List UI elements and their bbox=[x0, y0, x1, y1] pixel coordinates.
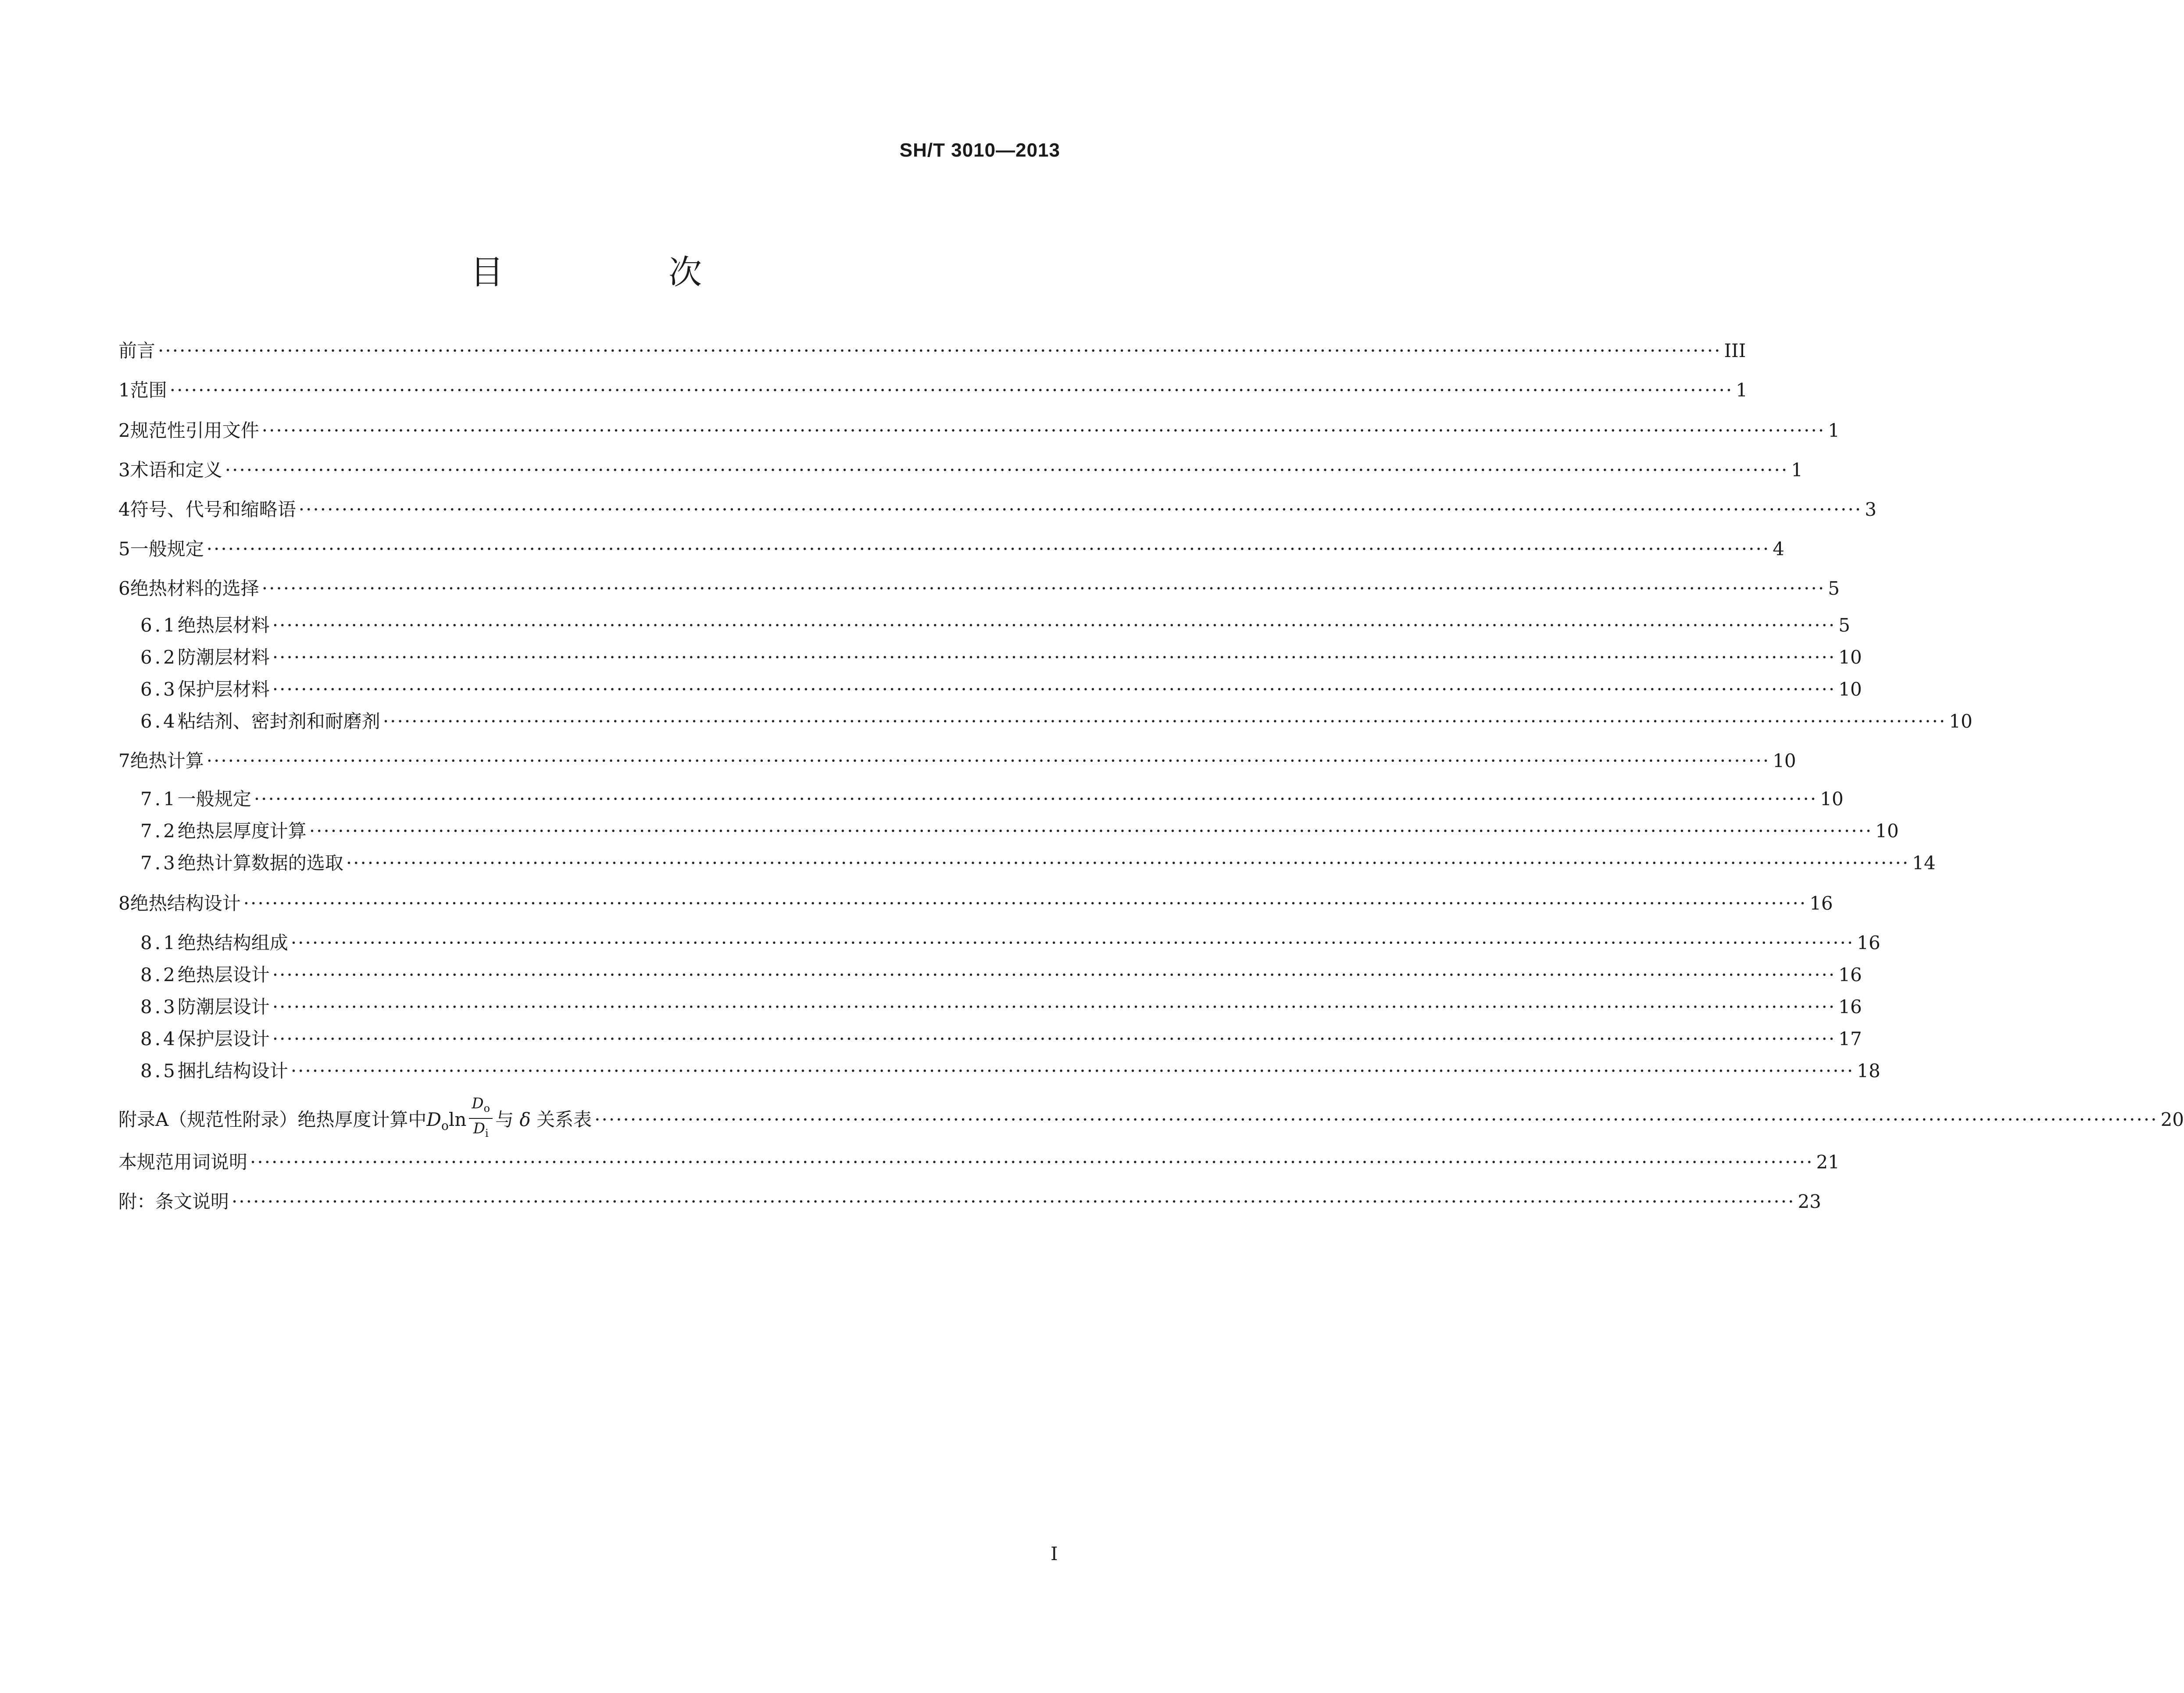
toc-number: 8.4 bbox=[140, 1028, 178, 1050]
toc-page: 5 bbox=[1838, 614, 1850, 636]
toc-leader: ·························································································································································································································· bbox=[272, 996, 1836, 1018]
toc-number: 8.5 bbox=[140, 1060, 178, 1082]
toc-page: 10 bbox=[1875, 820, 1899, 842]
page-number: I bbox=[1051, 1543, 1058, 1564]
toc-leader: ·························································································································································································································· bbox=[346, 852, 1910, 874]
toc-page: 5 bbox=[1828, 578, 1840, 599]
formula-numerator bbox=[469, 1094, 493, 1119]
toc-label: 绝热结构组成 bbox=[177, 932, 288, 954]
toc-label: 一般规定 bbox=[177, 788, 251, 810]
numerator-subscript: o bbox=[483, 1102, 490, 1114]
toc-page: III bbox=[1724, 340, 1746, 361]
formula-fraction bbox=[469, 1094, 493, 1143]
toc-entry-7[interactable] bbox=[118, 748, 1796, 774]
toc-page: 10 bbox=[1838, 679, 1862, 700]
toc-entry-1[interactable] bbox=[118, 377, 1748, 404]
toc-entry-explanation[interactable] bbox=[118, 1189, 1821, 1215]
toc-entry-8[interactable] bbox=[118, 890, 1833, 917]
toc-leader: ·························································································································································································································· bbox=[309, 820, 1873, 842]
toc-label: 绝热计算数据的选取 bbox=[177, 852, 343, 874]
toc-number: 8.2 bbox=[140, 964, 178, 986]
appendix-label-with: 与 bbox=[495, 1108, 514, 1130]
toc-leader: ·························································································································································································································· bbox=[169, 379, 1734, 401]
toc-number: 7.1 bbox=[140, 788, 178, 810]
toc-label: 绝热层材料 bbox=[177, 614, 270, 636]
toc-page: 17 bbox=[1838, 1028, 1862, 1050]
formula-d-subscript: o bbox=[441, 1118, 449, 1133]
toc-page: 3 bbox=[1865, 499, 1877, 520]
toc-leader: ·························································································································································································································· bbox=[261, 420, 1826, 441]
denominator-subscript: i bbox=[485, 1127, 489, 1139]
toc-label: 保护层材料 bbox=[177, 679, 270, 700]
toc-leader: ·························································································································································································································· bbox=[272, 1028, 1836, 1050]
formula-denominator bbox=[473, 1119, 489, 1143]
toc-label: 附：条文说明 bbox=[118, 1191, 229, 1212]
toc-page: 10 bbox=[1838, 646, 1862, 668]
standard-code: SH/T 3010—2013 bbox=[899, 139, 1060, 161]
toc-leader: ·························································································································································································································· bbox=[290, 932, 1855, 954]
toc-label: 本规范用词说明 bbox=[118, 1151, 248, 1173]
toc-leader: ·························································································································································································································· bbox=[206, 538, 1770, 560]
toc-entry-7-1[interactable] bbox=[140, 786, 1844, 812]
toc-leader: ·························································································································································································································· bbox=[250, 1151, 1814, 1173]
toc-number: 6.2 bbox=[140, 646, 178, 668]
toc-label: 一般规定 bbox=[130, 538, 204, 560]
toc-entry-6[interactable] bbox=[118, 575, 1840, 602]
toc-number: 7.2 bbox=[140, 820, 178, 842]
toc-entry-wording[interactable] bbox=[118, 1149, 1840, 1175]
toc-number: 4 bbox=[118, 499, 130, 520]
toc-entry-5[interactable] bbox=[118, 536, 1784, 562]
toc-label: 捆扎结构设计 bbox=[177, 1060, 288, 1082]
toc-entry-7-3[interactable] bbox=[140, 850, 1936, 876]
toc-label: 保护层设计 bbox=[177, 1028, 270, 1050]
toc-number: 7.3 bbox=[140, 852, 178, 874]
appendix-label-prefix: 附录A（规范性附录）绝热厚度计算中 bbox=[118, 1108, 427, 1130]
toc-page: 4 bbox=[1773, 538, 1784, 560]
toc-entry-7-2[interactable] bbox=[140, 818, 1899, 844]
toc-leader: ·························································································································································································································· bbox=[298, 499, 1862, 520]
toc-page: 16 bbox=[1809, 893, 1833, 914]
toc-leader: ·························································································································································································································· bbox=[254, 788, 1818, 810]
toc-label: 术语和定义 bbox=[130, 459, 222, 481]
toc-page: 16 bbox=[1838, 964, 1862, 986]
toc-label: 绝热计算 bbox=[130, 750, 204, 771]
toc-number: 6.4 bbox=[140, 711, 178, 732]
toc-page: 18 bbox=[1857, 1060, 1880, 1082]
appendix-label-suffix: 关系表 bbox=[536, 1108, 592, 1130]
toc-page: 16 bbox=[1857, 932, 1880, 954]
toc-page: 14 bbox=[1912, 852, 1936, 874]
toc-page: 1 bbox=[1736, 379, 1748, 401]
toc-leader: ·························································································································································································································· bbox=[243, 893, 1807, 914]
toc-number: 5 bbox=[118, 538, 130, 560]
toc-page: 23 bbox=[1798, 1191, 1821, 1212]
formula-d: D bbox=[426, 1108, 442, 1130]
toc-entry-appendix-a[interactable] bbox=[118, 1095, 2184, 1140]
toc-entry-6-1[interactable] bbox=[140, 612, 1850, 639]
toc-leader: ·························································································································································································································· bbox=[272, 679, 1836, 700]
toc-label: 前言 bbox=[118, 340, 156, 361]
toc-page: 10 bbox=[1773, 750, 1796, 771]
toc-number: 8.1 bbox=[140, 932, 178, 954]
toc-label: 绝热层设计 bbox=[177, 964, 270, 986]
toc-entry-4[interactable] bbox=[118, 496, 1877, 523]
toc-number: 1 bbox=[118, 379, 130, 401]
toc-entry-8-5[interactable] bbox=[140, 1058, 1880, 1084]
toc-leader: ·························································································································································································································· bbox=[272, 614, 1836, 636]
toc-leader: ·························································································································································································································· bbox=[272, 646, 1836, 668]
toc-label: 绝热层厚度计算 bbox=[177, 820, 307, 842]
toc-label: 绝热材料的选择 bbox=[130, 578, 259, 599]
toc-entry-8-4[interactable] bbox=[140, 1026, 1862, 1052]
toc-label: 粘结剂、密封剂和耐磨剂 bbox=[177, 711, 380, 732]
toc-label: 规范性引用文件 bbox=[130, 420, 259, 441]
toc-page: 1 bbox=[1791, 459, 1803, 481]
toc-page: 16 bbox=[1838, 996, 1862, 1018]
toc-entry-2[interactable] bbox=[118, 418, 1840, 444]
toc-page: 20 bbox=[2160, 1108, 2184, 1130]
denominator-d: D bbox=[473, 1119, 486, 1137]
toc-label: 防潮层设计 bbox=[177, 996, 270, 1018]
numerator-d: D bbox=[472, 1095, 484, 1112]
toc-page: 1 bbox=[1828, 420, 1840, 441]
toc-entry-6-2[interactable] bbox=[140, 644, 1862, 671]
toc-number: 3 bbox=[118, 459, 130, 481]
toc-leader: ·························································································································································································································· bbox=[594, 1108, 2158, 1130]
toc-number: 6 bbox=[118, 578, 130, 599]
toc-page: 10 bbox=[1820, 788, 1844, 810]
toc-leader: ·························································································································································································································· bbox=[272, 964, 1836, 986]
toc-entry-8-1[interactable] bbox=[140, 930, 1880, 956]
toc-leader: ·························································································································································································································· bbox=[261, 578, 1826, 599]
toc-entry-3[interactable] bbox=[118, 457, 1803, 483]
toc-page: 10 bbox=[1949, 711, 1973, 732]
toc-entry-6-4[interactable] bbox=[140, 708, 1973, 735]
toc-leader: ·························································································································································································································· bbox=[382, 711, 1947, 732]
toc-leader: ·························································································································································································································· bbox=[206, 750, 1770, 771]
toc-entry-8-2[interactable] bbox=[140, 962, 1862, 988]
toc-number: 7 bbox=[118, 750, 130, 771]
toc-page: 21 bbox=[1816, 1151, 1840, 1173]
page-title: 目 次 bbox=[470, 253, 768, 292]
toc-leader: ·························································································································································································································· bbox=[225, 459, 1789, 481]
toc-leader: ·························································································································································································································· bbox=[158, 340, 1722, 361]
toc-entry-foreword[interactable] bbox=[118, 338, 1746, 364]
toc-label: 范围 bbox=[130, 379, 167, 401]
toc-number: 6.3 bbox=[140, 679, 178, 700]
toc-entry-6-3[interactable] bbox=[140, 676, 1862, 703]
toc-label bbox=[118, 1097, 592, 1148]
toc-entry-8-3[interactable] bbox=[140, 994, 1862, 1020]
toc-leader: ·························································································································································································································· bbox=[290, 1060, 1855, 1082]
toc-label: 符号、代号和缩略语 bbox=[130, 499, 296, 520]
toc-number: 2 bbox=[118, 420, 130, 441]
formula-delta: δ bbox=[519, 1108, 531, 1130]
toc-label: 防潮层材料 bbox=[177, 646, 270, 668]
toc-number: 6.1 bbox=[140, 614, 178, 636]
toc-leader: ·························································································································································································································· bbox=[232, 1191, 1795, 1212]
formula-ln: ln bbox=[448, 1108, 467, 1130]
toc-number: 8 bbox=[118, 893, 130, 914]
toc-label: 绝热结构设计 bbox=[130, 893, 241, 914]
toc-number: 8.3 bbox=[140, 996, 178, 1018]
